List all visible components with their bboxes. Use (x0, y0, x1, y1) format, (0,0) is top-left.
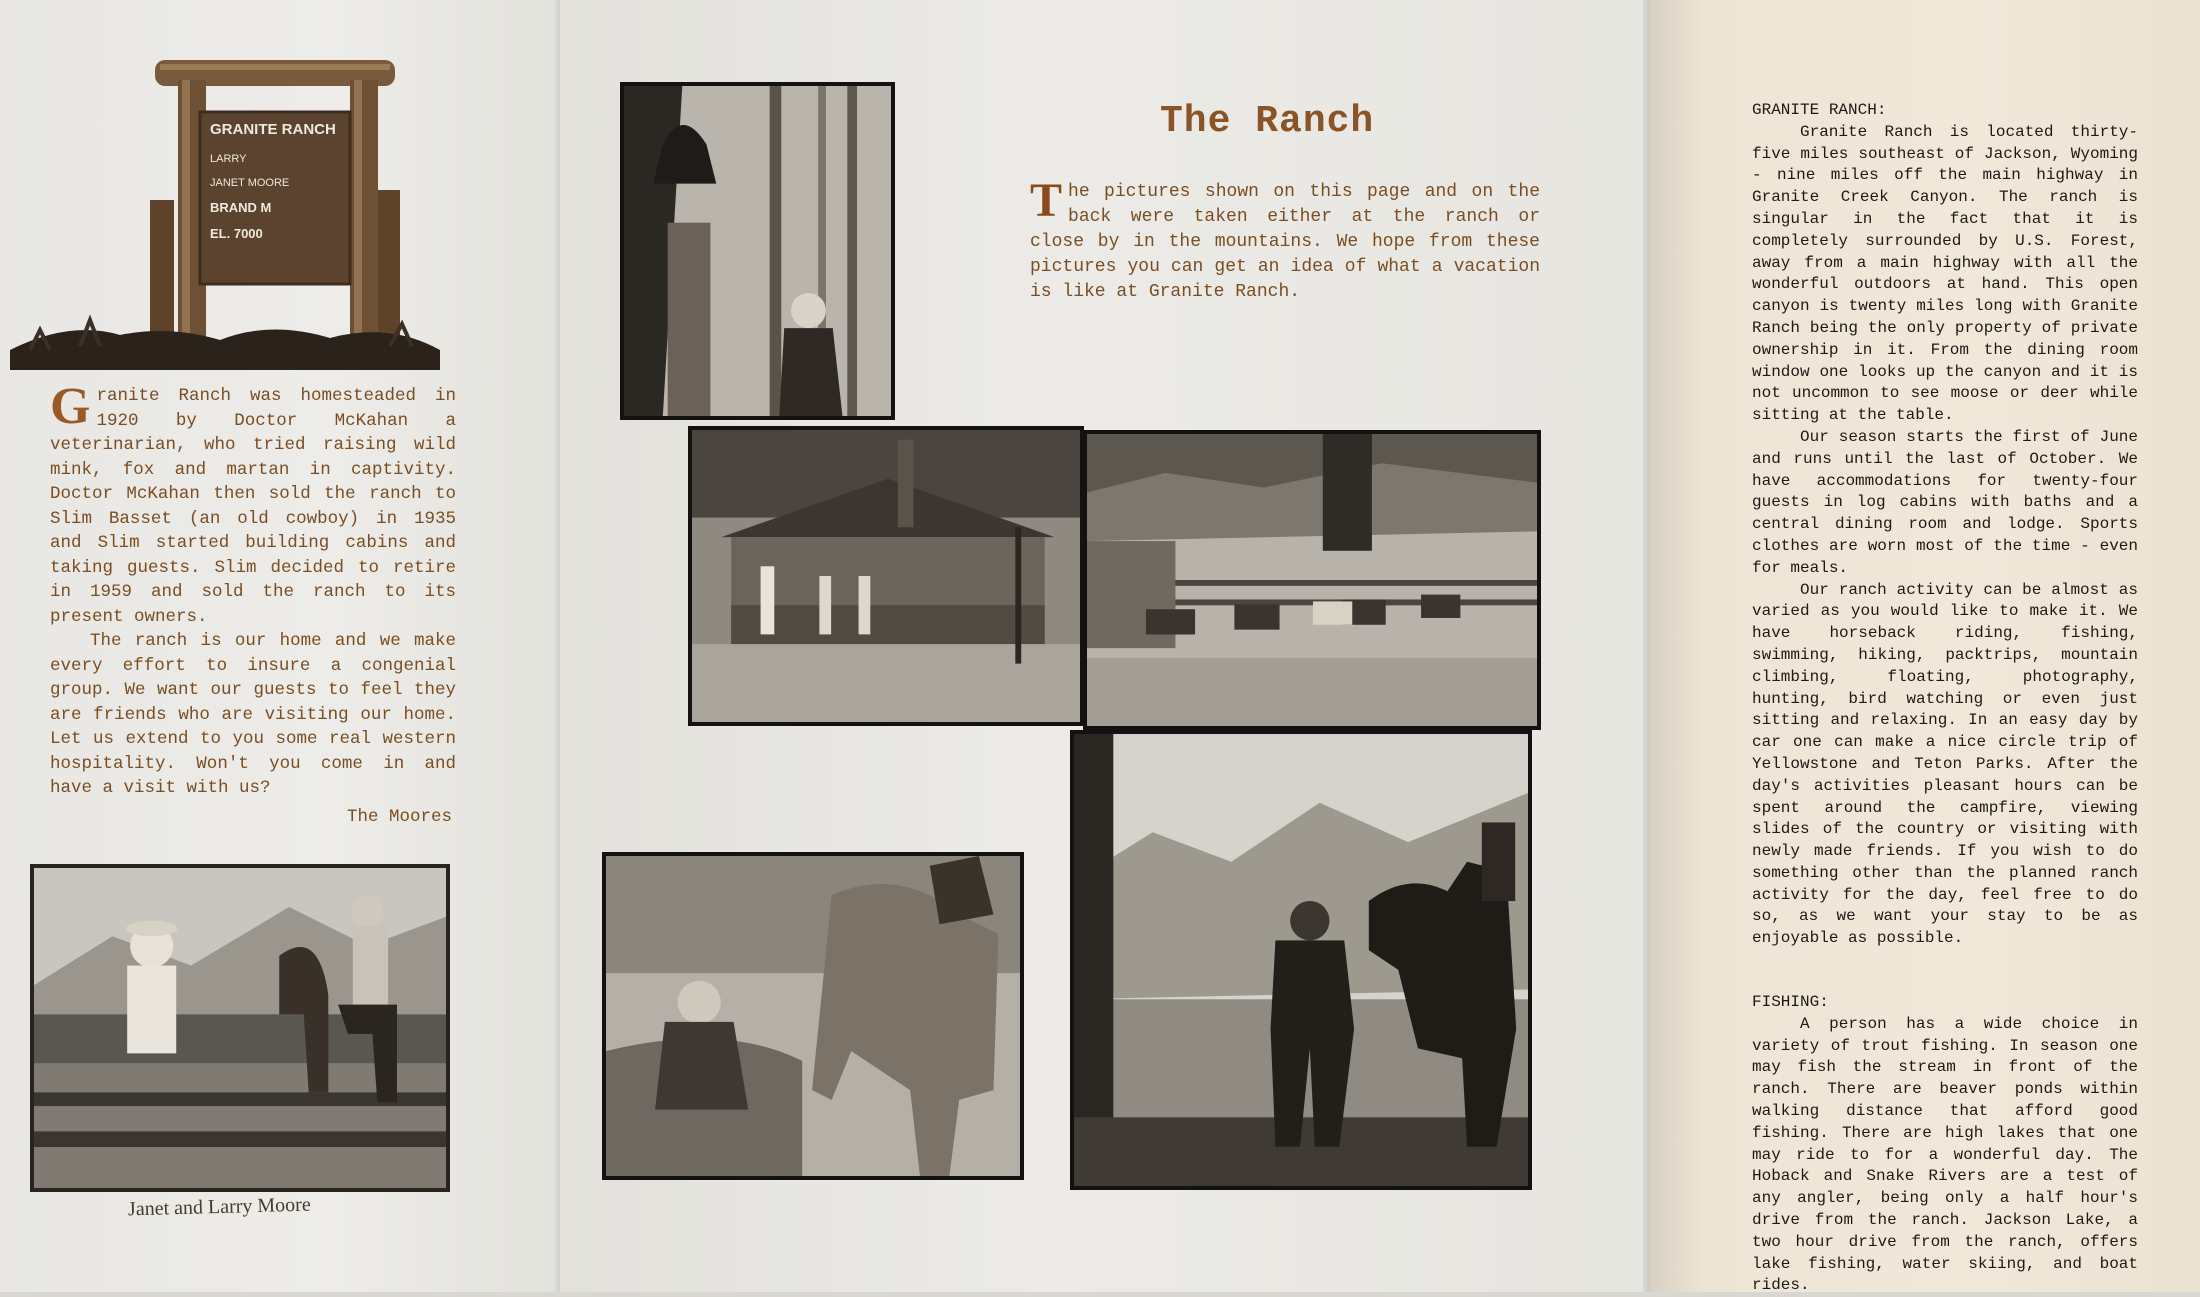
photo-log-cabin (688, 426, 1084, 726)
sign-line3: JANET MOORE (210, 177, 290, 189)
history-text (50, 378, 456, 829)
sign-line5: EL. 7000 (210, 226, 263, 241)
ranch-sign-illustration (10, 50, 440, 370)
ranch-title: The Ranch (1160, 100, 1375, 143)
photo-janet-and-larry (30, 864, 450, 1192)
photo-rider-and-horse (602, 852, 1024, 1180)
sign-line2: LARRY (210, 153, 247, 165)
photo-bell (620, 82, 895, 420)
paragraph-activities: Our ranch activity can be almost as varied as you would like to make it. We have horseback riding, fishing, swimming, hiking, packtrips, mountain climbing, floating, photography, hunting, bird watching or even just sitting and relaxing. In an easy day by car one can make a nice circle trip of Yellowstone and Teton Parks. After the day's activities pleasant hours can be spent around the campfire, viewing slides of the country or visiting with newly made friends. If you wish to do something other than the planned ranch activity for the day, feel free to do so, as we want your stay to be as enjoyable as possible. (1752, 580, 2138, 948)
photo-corral-horses (1083, 430, 1541, 730)
left-panel (0, 0, 560, 1292)
sign-line1: GRANITE RANCH (210, 121, 336, 138)
photo-caption: Janet and Larry Moore (127, 1193, 311, 1221)
paragraph-fishing: A person has a wide choice in variety of trout fishing. In season one may fish the stream in front of the ranch. There are beaver ponds within walking distance that afford good fishing. There are high lakes that one may ride to for a wonderful day. The Hoback and Snake Rivers are a test of any angler, being only a half hour's drive from the ranch. Jackson Lake, a two hour drive from the ranch, offers lake fishing, water skiing, and boat rides. (1752, 1014, 2138, 1295)
signature: The Moores (346, 806, 452, 827)
history-dropcap: G (50, 378, 91, 435)
history-paragraph-1: ranite Ranch was homesteaded in 1920 by Doctor McKahan a veterinarian, who tried raising wild mink, fox and martan in captivity. Doctor McKahan then sold the ranch to Slim Basset (an old cowboy) in 1935 and Slim started building cabins and taking guests. Slim decided to retire in 1959 and sold the ranch to its present owners. (50, 386, 456, 627)
heading-granite-ranch: GRANITE RANCH: (1752, 101, 1887, 119)
history-paragraph-2: The ranch is our home and we make every effort to insure a congenial group. We want our guests to feel they are friends who are visiting our home. Let us extend to you some real western hospitality. Won't you come in and have a visit with us? (50, 631, 456, 798)
ranch-intro (1030, 174, 1540, 305)
heading-fishing: FISHING: (1752, 993, 1829, 1012)
sign-line4: BRAND M (210, 200, 272, 215)
right-column-text (1752, 100, 2138, 1297)
photo-lake-overlook (1070, 730, 1532, 1190)
paragraph-season: Our season starts the first of June and runs until the last of October. We have accommodations for twenty-four guests in log cabins with baths and a central dining room and lodge. Sports clothes are worn most of the time - even for meals. (1752, 427, 2138, 577)
ranch-intro-text: he pictures shown on this page and on the back were taken either at the ranch or close by in the mountains. We hope from these pictures you can get an idea of what a vacation is like at Granite Ranch. (1030, 182, 1540, 302)
paragraph-location: Granite Ranch is located thirty-five miles southeast of Jackson, Wyoming - nine miles off the main highway in Granite Creek Canyon. The ranch is singular in the fact that it is completely surrounded by U.S. Forest, away from a main highway with all the wonderful outdoors at hand. This open canyon is twenty miles long with Granite Ranch being the only property of private ownership in it. From the dining room window one looks up the canyon and it is not uncommon to see moose or deer while sitting at the table. (1752, 122, 2138, 425)
ranch-dropcap: T (1030, 174, 1063, 227)
